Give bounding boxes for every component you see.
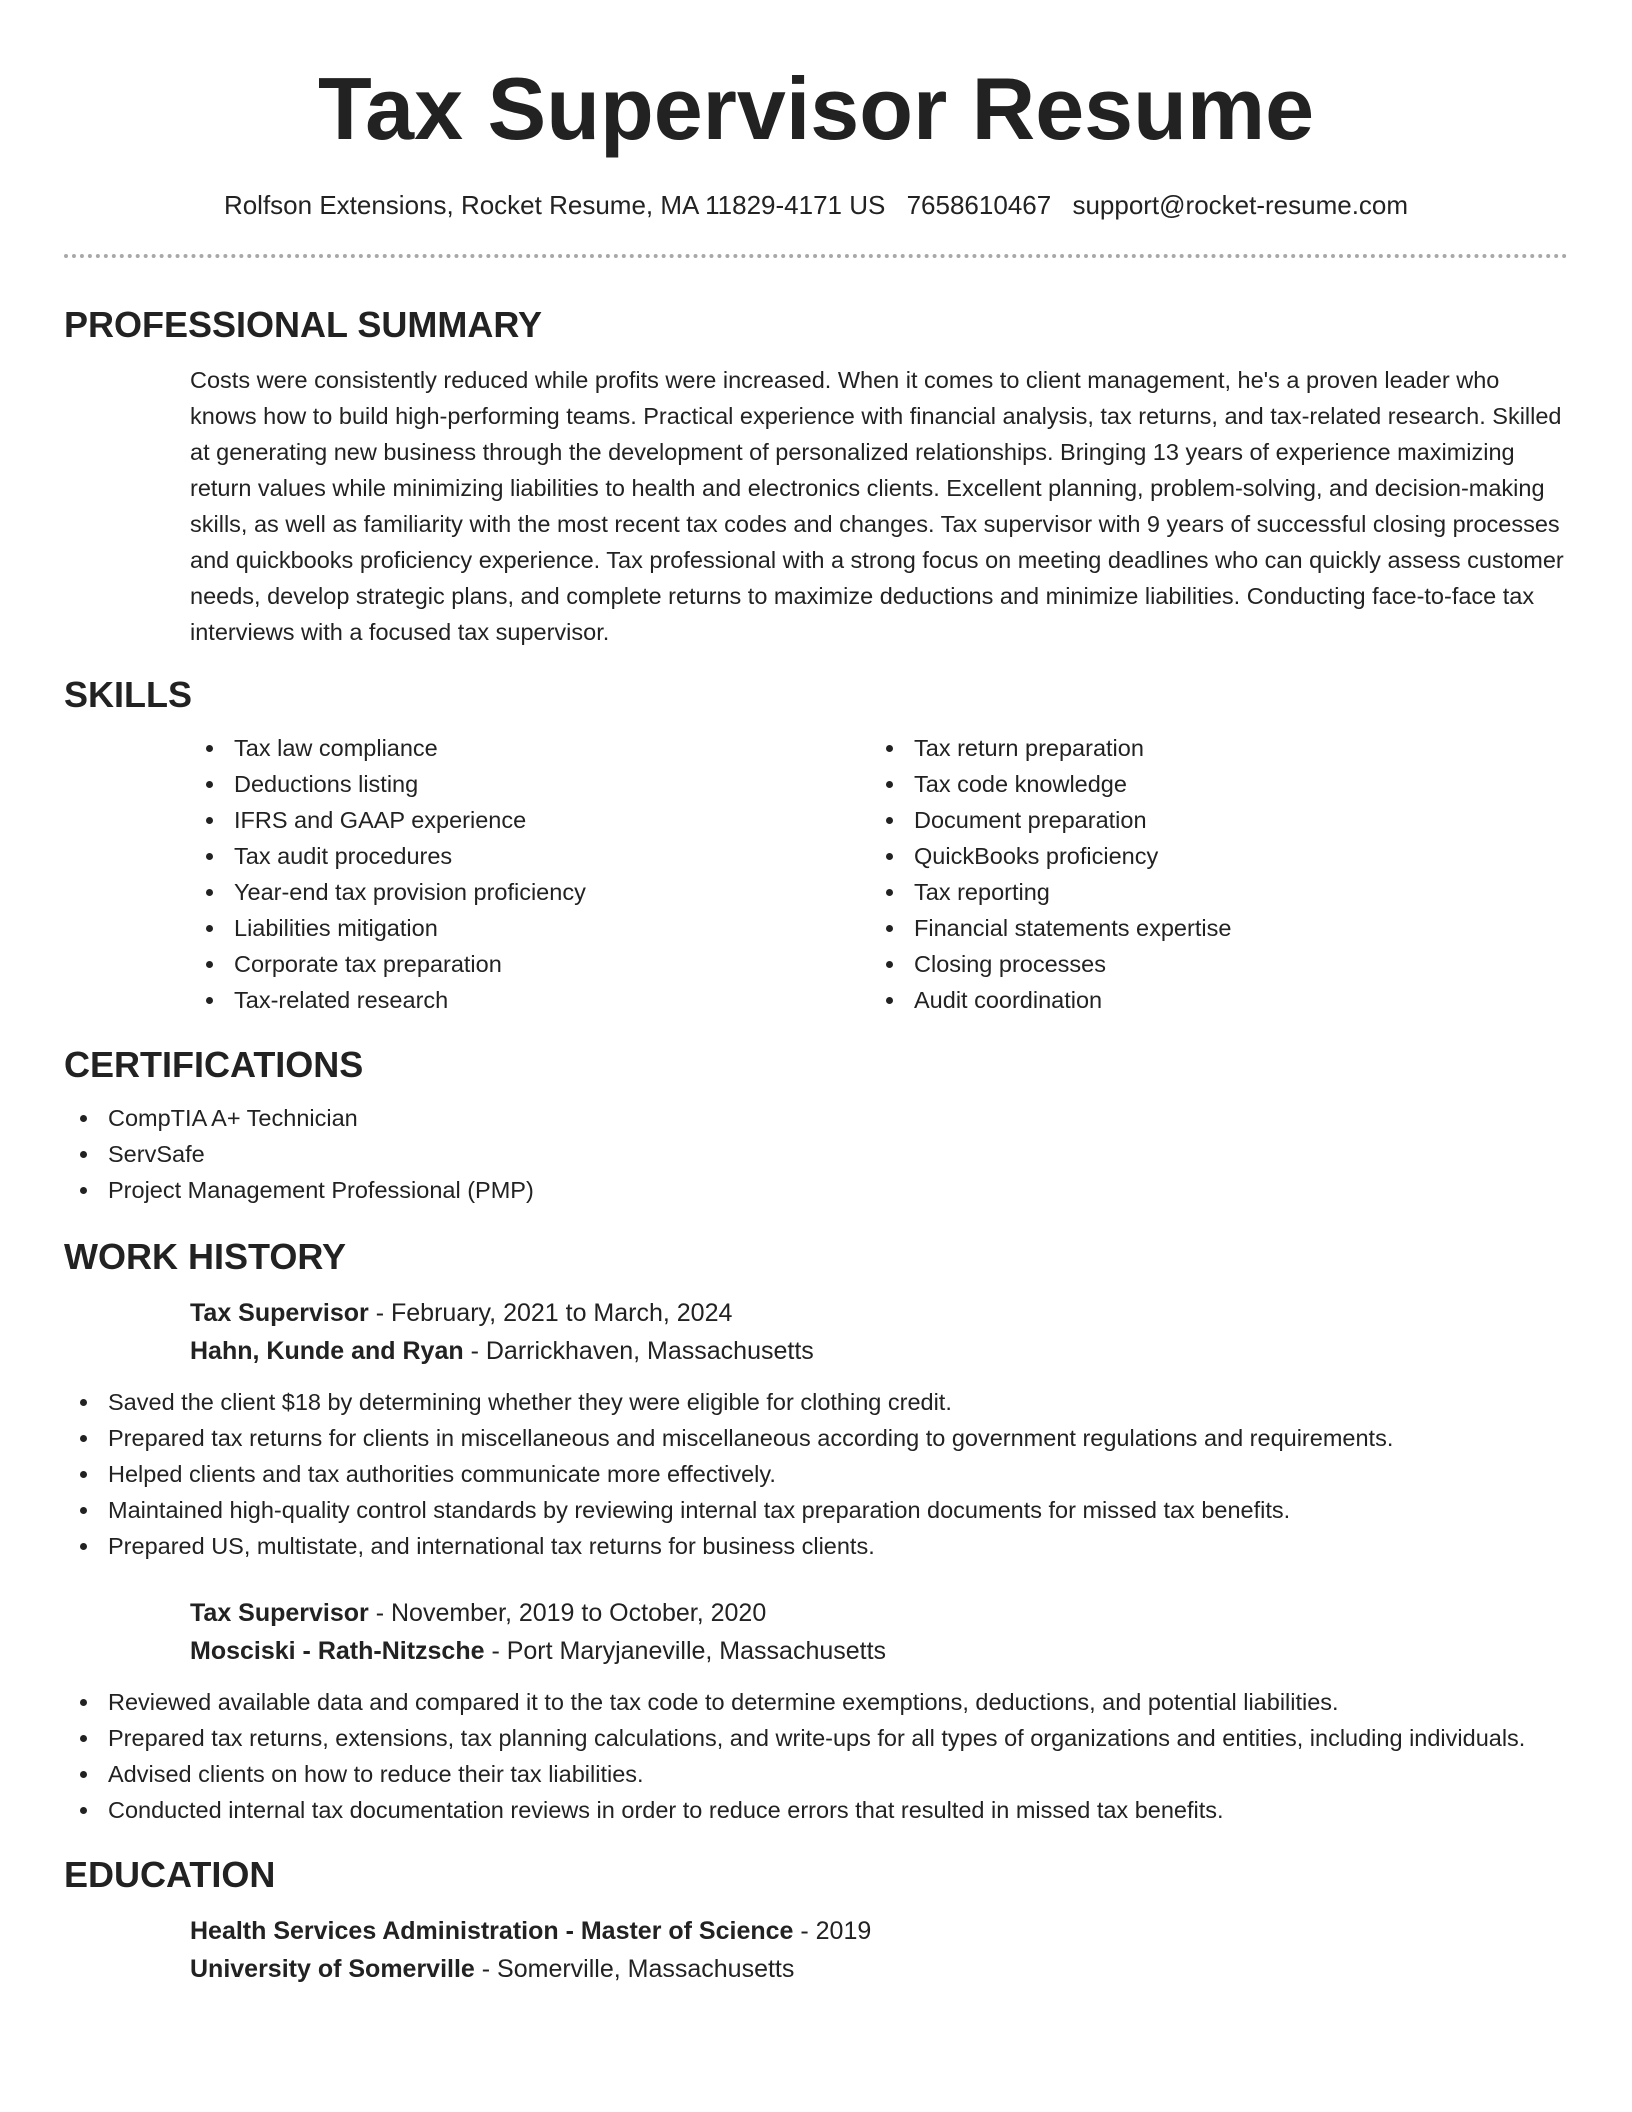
education-location: - Somerville, Massachusetts <box>474 1955 795 1983</box>
job-entry <box>64 1594 1568 1670</box>
skill-item: Liabilities mitigation <box>190 910 870 946</box>
skill-item: Document preparation <box>870 802 1550 838</box>
skill-item: Tax return preparation <box>870 730 1550 766</box>
job-title-line <box>190 1294 1568 1332</box>
skill-item: Closing processes <box>870 946 1550 982</box>
job-bullet: Prepared tax returns for clients in miscellaneous and miscellaneous according to government regulations and requirements. <box>64 1420 1568 1456</box>
job-company-line <box>190 1332 1568 1370</box>
job-bullets <box>64 1684 1568 1828</box>
skills-grid <box>64 730 1568 1018</box>
education-school-line <box>190 1950 1568 1988</box>
certifications-list <box>64 1100 1568 1208</box>
skills-heading: SKILLS <box>64 674 193 715</box>
skill-item: Audit coordination <box>870 982 1550 1018</box>
skill-item: Financial statements expertise <box>870 910 1550 946</box>
job-bullet: Saved the client $18 by determining whether they were eligible for clothing credit. <box>64 1384 1568 1420</box>
skill-item: Tax law compliance <box>190 730 870 766</box>
summary-text: Costs were consistently reduced while profits were increased. When it comes to client management, he's a proven leader who knows how to build high-performing teams. Practical experience with financial analysis, tax returns, and tax-related research. Skilled at generating new business through the development of personalized relationships. Bringing 13 years of experience maximizing return values while minimizing liabilities to health and electronics clients. Excellent planning, problem-solving, and decision-making skills, as well as familiarity with the most recent tax codes and changes. Tax supervisor with 9 years of successful closing processes and quickbooks proficiency experience. Tax professional with a strong focus on meeting deadlines who can quickly assess customer needs, develop strategic plans, and complete returns to maximize deductions and minimize liabilities. Conducting face-to-face tax interviews with a focused tax supervisor. <box>190 367 1564 645</box>
certification-item: CompTIA A+ Technician <box>64 1100 1568 1136</box>
job-location: - Port Maryjaneville, Massachusetts <box>484 1637 887 1665</box>
job-bullet: Advised clients on how to reduce their tax liabilities. <box>64 1756 1568 1792</box>
education-degree: Health Services Administration - Master of Science <box>190 1917 794 1945</box>
skill-item: Year-end tax provision proficiency <box>190 874 870 910</box>
skills-list-left <box>190 730 870 1018</box>
education-degree-line <box>190 1912 1568 1950</box>
summary-heading: PROFESSIONAL SUMMARY <box>64 304 543 345</box>
skill-item: Tax reporting <box>870 874 1550 910</box>
certification-item: Project Management Professional (PMP) <box>64 1172 1568 1208</box>
contact-address: Rolfson Extensions, Rocket Resume, MA 11829-4171 US <box>223 190 886 220</box>
job-title: Tax Supervisor <box>190 1599 369 1627</box>
skill-item: Corporate tax preparation <box>190 946 870 982</box>
job-bullet: Prepared US, multistate, and international tax returns for business clients. <box>64 1528 1568 1564</box>
education-school: University of Somerville <box>190 1955 475 1983</box>
skill-item: IFRS and GAAP experience <box>190 802 870 838</box>
job-dates: - November, 2019 to October, 2020 <box>368 1599 767 1627</box>
job-dates: - February, 2021 to March, 2024 <box>368 1299 733 1327</box>
contact-line <box>64 188 1568 222</box>
certifications-heading: CERTIFICATIONS <box>64 1044 364 1085</box>
certifications-section <box>64 1042 1568 1208</box>
skills-list-right <box>870 730 1550 1018</box>
skill-item: Tax audit procedures <box>190 838 870 874</box>
job-entry <box>64 1294 1568 1370</box>
job-title: Tax Supervisor <box>190 1299 369 1327</box>
education-heading: EDUCATION <box>64 1854 276 1895</box>
job-bullet: Maintained high-quality control standards by reviewing internal tax preparation documents for missed tax benefits. <box>64 1492 1568 1528</box>
work-section <box>64 1234 1568 1828</box>
job-bullets <box>64 1384 1568 1564</box>
skill-item: QuickBooks proficiency <box>870 838 1550 874</box>
job-title-line <box>190 1594 1568 1632</box>
skill-item: Tax code knowledge <box>870 766 1550 802</box>
education-entry <box>64 1912 1568 1988</box>
job-bullet: Prepared tax returns, extensions, tax planning calculations, and write-ups for all types of organizations and entities, including individuals. <box>64 1720 1568 1756</box>
job-company-line <box>190 1632 1568 1670</box>
job-company: Hahn, Kunde and Ryan <box>190 1337 464 1365</box>
job-bullet: Reviewed available data and compared it to the tax code to determine exemptions, deductions, and potential liabilities. <box>64 1684 1568 1720</box>
skill-item: Deductions listing <box>190 766 870 802</box>
work-heading: WORK HISTORY <box>64 1236 347 1277</box>
certification-item: ServSafe <box>64 1136 1568 1172</box>
contact-phone: 7658610467 <box>906 190 1052 220</box>
education-year: - 2019 <box>793 1917 872 1945</box>
job-location: - Darrickhaven, Massachusetts <box>463 1337 814 1365</box>
job-company: Mosciski - Rath-Nitzsche <box>190 1637 485 1665</box>
education-section <box>64 1852 1568 1988</box>
job-bullet: Helped clients and tax authorities communicate more effectively. <box>64 1456 1568 1492</box>
resume-title: Tax Supervisor Resume <box>317 59 1315 158</box>
skill-item: Tax-related research <box>190 982 870 1018</box>
job-bullet: Conducted internal tax documentation reviews in order to reduce errors that resulted in missed tax benefits. <box>64 1792 1568 1828</box>
contact-email: support@rocket-resume.com <box>1072 190 1409 220</box>
summary-section <box>64 302 1568 650</box>
skills-section <box>64 672 1568 1018</box>
header-divider <box>64 254 1568 258</box>
